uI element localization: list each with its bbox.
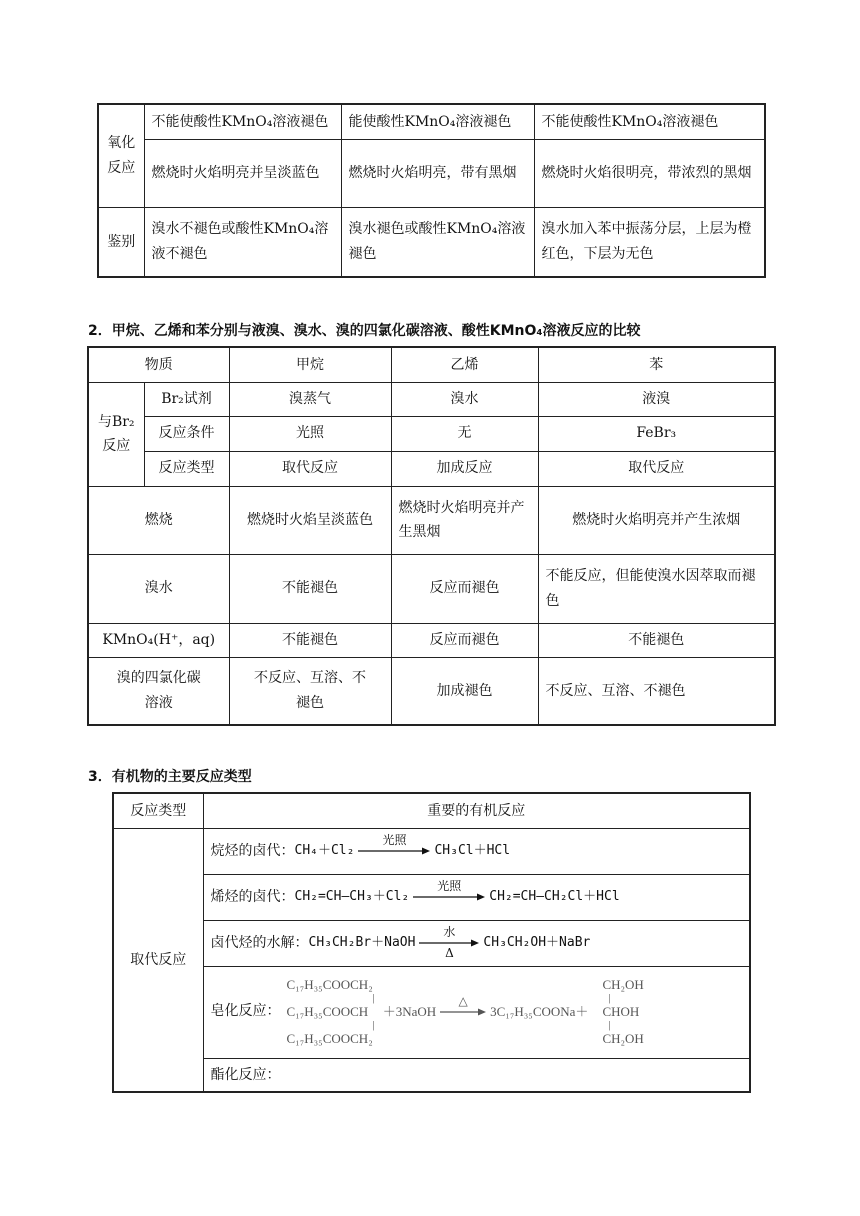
row-label: KMnO₄(H⁺，aq)	[88, 623, 229, 657]
reaction-label: 卤代烃的水解：	[210, 934, 309, 951]
table-cell: 不反应、互溶、不褪色	[229, 657, 391, 725]
table-cell: 溴水	[391, 382, 538, 416]
arrow-condition: △	[458, 994, 468, 1008]
table-cell: FeBr₃	[538, 416, 775, 451]
table-cell: 取代反应	[538, 451, 775, 486]
substitution-label: 取代反应	[113, 828, 203, 1092]
glycerol-line: CH₂OH	[602, 1031, 644, 1046]
reaction-row	[203, 920, 750, 966]
arrow-condition: 光照	[437, 879, 462, 893]
arrow-condition: 水	[443, 925, 456, 939]
right-arrow-icon	[358, 847, 430, 855]
table-cell: 燃烧时火焰明亮，带有黑烟	[341, 139, 534, 207]
bond-line: |	[608, 992, 611, 1004]
bond-line: |	[372, 1019, 375, 1031]
bromine-comparison-table	[87, 346, 776, 726]
table-cell: 取代反应	[229, 451, 391, 486]
table-cell: 不能使酸性KMnO₄溶液褪色	[144, 104, 341, 139]
row-label: 反应类型	[144, 451, 229, 486]
triglyceride-structure	[287, 977, 375, 1047]
header-ethylene: 乙烯	[391, 347, 538, 382]
arrow-condition: 光照	[382, 833, 407, 847]
reactants: CH₄＋Cl₂	[294, 842, 355, 858]
table-cell: 不能使酸性KMnO₄溶液褪色	[534, 104, 765, 139]
header-reaction-type: 反应类型	[113, 793, 203, 828]
table-cell: 溴水不褪色或酸性KMnO₄溶液不褪色	[144, 207, 341, 277]
reaction-arrow	[440, 995, 486, 1029]
ester-line: C₁₇H₃₅COOCH₂	[286, 1031, 373, 1046]
table-cell: 光照	[229, 416, 391, 451]
ester-line: C₁₇H₃₅COOCH₂	[286, 977, 373, 992]
reactants: CH₂=CH—CH₃＋Cl₂	[294, 888, 410, 904]
saponification-row	[203, 966, 750, 1058]
products: CH₃CH₂OH＋NaBr	[483, 934, 591, 950]
row-label: 溴的四氯化碳溶液	[88, 657, 229, 725]
ester-line: C₁₇H₃₅COOCH	[286, 1004, 369, 1019]
table-cell: 能使酸性KMnO₄溶液褪色	[341, 104, 534, 139]
table-cell: 燃烧时火焰明亮并产生浓烟	[538, 486, 775, 554]
table-cell: 溴水加入苯中振荡分层，上层为橙红色，下层为无色	[534, 207, 765, 277]
oxidation-label: 氧化反应	[98, 104, 144, 207]
reactants: CH₃CH₂Br＋NaOH	[308, 934, 416, 950]
reaction-types-table	[112, 792, 751, 1093]
br2-group-label: 与Br₂反应	[88, 382, 144, 486]
right-arrow-icon	[413, 893, 485, 901]
table-cell: 加成反应	[391, 451, 538, 486]
products: CH₃Cl＋HCl	[434, 842, 511, 858]
table-cell: 无	[391, 416, 538, 451]
row-label: Br₂试剂	[144, 382, 229, 416]
table-cell: 加成褪色	[391, 657, 538, 725]
comparison-table-continued	[97, 103, 766, 278]
table-cell: 液溴	[538, 382, 775, 416]
bond-line: |	[372, 992, 375, 1004]
table-cell: 不能反应，但能使溴水因萃取而褪色	[538, 554, 775, 623]
glycerol-line: CH₂OH	[602, 977, 644, 992]
arrow-condition-below: Δ	[445, 946, 454, 960]
reaction-arrow	[413, 880, 485, 914]
table-cell: 溴蒸气	[229, 382, 391, 416]
table-cell: 不能褪色	[229, 554, 391, 623]
table-cell: 不反应、互溶、不褪色	[538, 657, 775, 725]
reaction-label: 烯烃的卤代：	[210, 888, 295, 905]
soap-product: 3C₁₇H₃₅COONa＋	[490, 1003, 589, 1019]
row-label: 溴水	[88, 554, 229, 623]
products: CH₂=CH—CH₂Cl＋HCl	[489, 888, 620, 904]
header-benzene: 苯	[538, 347, 775, 382]
table-cell: 燃烧时火焰很明亮，带浓烈的黑烟	[534, 139, 765, 207]
esterification-row: 酯化反应：	[203, 1058, 750, 1092]
reaction-arrow	[358, 834, 430, 868]
header-methane: 甲烷	[229, 347, 391, 382]
glycerol-structure	[602, 977, 643, 1047]
table-cell: 燃烧时火焰明亮并呈淡蓝色	[144, 139, 341, 207]
section-3-heading: 3．有机物的主要反应类型	[88, 769, 252, 785]
right-arrow-icon	[440, 1008, 486, 1016]
reaction-label: 烷烃的卤代：	[210, 842, 295, 859]
reaction-row	[203, 828, 750, 874]
header-substance: 物质	[88, 347, 229, 382]
row-label: 反应条件	[144, 416, 229, 451]
reagent: ＋3NaOH	[382, 1003, 437, 1019]
reaction-label: 皂化反应：	[210, 1003, 281, 1019]
table-cell: 溴水褪色或酸性KMnO₄溶液褪色	[341, 207, 534, 277]
section-2-heading: 2．甲烷、乙烯和苯分别与液溴、溴水、溴的四氯化碳溶液、酸性KMnO₄溶液反应的比较	[88, 323, 641, 339]
identification-label: 鉴别	[98, 207, 144, 277]
table-cell: 燃烧时火焰明亮并产生黑烟	[391, 486, 538, 554]
row-label: 燃烧	[88, 486, 229, 554]
header-important-reactions: 重要的有机反应	[203, 793, 750, 828]
glycerol-line: CHOH	[602, 1004, 640, 1019]
bond-line: |	[608, 1019, 611, 1031]
reaction-arrow	[419, 926, 479, 960]
reaction-row	[203, 874, 750, 920]
table-cell: 不能褪色	[229, 623, 391, 657]
table-cell: 反应而褪色	[391, 623, 538, 657]
table-cell: 反应而褪色	[391, 554, 538, 623]
table-cell: 不能褪色	[538, 623, 775, 657]
table-cell: 燃烧时火焰呈淡蓝色	[229, 486, 391, 554]
